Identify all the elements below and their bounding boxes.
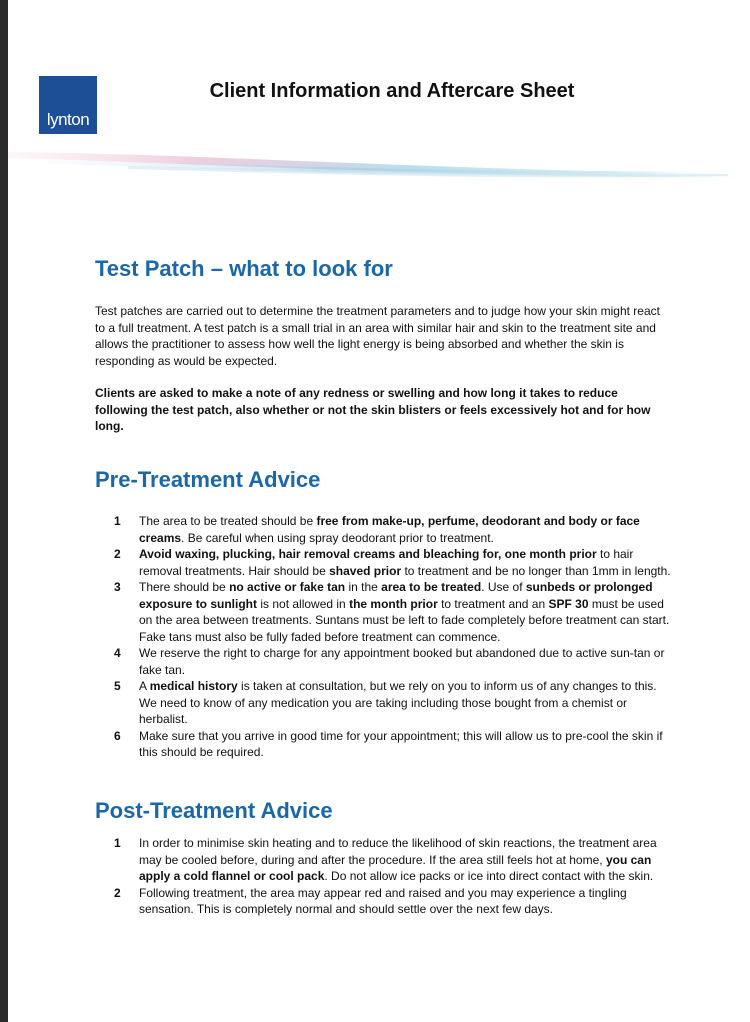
list-item-text: There should be no active or fake tan in the area to be treated. Use of sunbeds or prolonged exposure to sunlight is not allowed in the month prior to treatment and an SPF 30 must be used on the area between treatments. Suntans must be left to fade completely before treatment can start. Fake tans must also be fully faded before treatment can commence. xyxy=(139,580,670,644)
list-item-text: We reserve the right to charge for any appointment booked but abandoned due to active sun-tan or fake tan. xyxy=(139,646,665,677)
pre-treatment-item xyxy=(114,513,674,546)
post-treatment-item xyxy=(114,835,674,885)
list-item-text: Following treatment, the area may appear red and raised and you may experience a tingling sensation. This is completely normal and should settle over the next few days. xyxy=(139,885,627,916)
document-title: Client Information and Aftercare Sheet xyxy=(209,80,575,102)
post-treatment-heading: Post-Treatment Advice xyxy=(95,798,333,823)
list-number: 4 xyxy=(114,646,121,660)
decorative-swoosh xyxy=(8,140,750,190)
post-treatment-list xyxy=(114,835,674,918)
logo-text: lynton xyxy=(46,110,90,129)
test-patch-note: Clients are asked to make a note of any redness or swelling and how long it takes to reduce following the test patch, also whether or not the skin blisters or feels excessively hot and for how long. xyxy=(95,386,651,433)
document-page xyxy=(8,0,750,1022)
list-number: 2 xyxy=(114,547,121,561)
list-item-text: A medical history is taken at consultation, but we rely on you to inform us of any changes to this. We need to know of any medication you are taking including those bought from a chemist or herbalist. xyxy=(139,679,657,726)
list-number: 1 xyxy=(114,836,121,850)
pre-treatment-item xyxy=(114,546,674,579)
pre-treatment-item xyxy=(114,678,674,728)
list-number: 5 xyxy=(114,679,121,693)
list-item-text: In order to minimise skin heating and to reduce the likelihood of skin reactions, the treatment area may be cooled before, during and after the procedure. If the area still feels hot at home, you can apply a cold flannel or cool pack. Do not allow ice packs or ice into direct contact with the skin. xyxy=(139,836,657,883)
list-number: 1 xyxy=(114,514,121,528)
pre-treatment-heading: Pre-Treatment Advice xyxy=(95,467,321,492)
pre-treatment-item xyxy=(114,645,674,678)
list-number: 2 xyxy=(114,885,121,900)
test-patch-paragraph: Test patches are carried out to determine the treatment parameters and to judge how your skin might react to a full treatment. A test patch is a small trial in an area with similar hair and skin to the treatment site and allows the practitioner to assess how well the light energy is being absorbed and whether the skin is responding as would be expected. xyxy=(95,304,660,368)
test-patch-heading: Test Patch – what to look for xyxy=(95,256,393,281)
list-number: 6 xyxy=(114,728,121,743)
pre-treatment-list xyxy=(114,513,674,761)
post-treatment-item xyxy=(114,885,674,918)
list-item-text: Make sure that you arrive in good time for your appointment; this will allow us to pre-cool the skin if this should be required. xyxy=(139,728,663,759)
list-item-text: The area to be treated should be free from make-up, perfume, deodorant and body or face creams. Be careful when using spray deodorant prior to treatment. xyxy=(139,514,640,545)
pre-treatment-item xyxy=(114,728,674,761)
pre-treatment-item xyxy=(114,579,674,645)
list-item-text: Avoid waxing, plucking, hair removal creams and bleaching for, one month prior to hair removal treatments. Hair should be shaved prior to treatment and be no longer than 1mm in length. xyxy=(139,547,671,578)
list-number: 3 xyxy=(114,580,121,594)
